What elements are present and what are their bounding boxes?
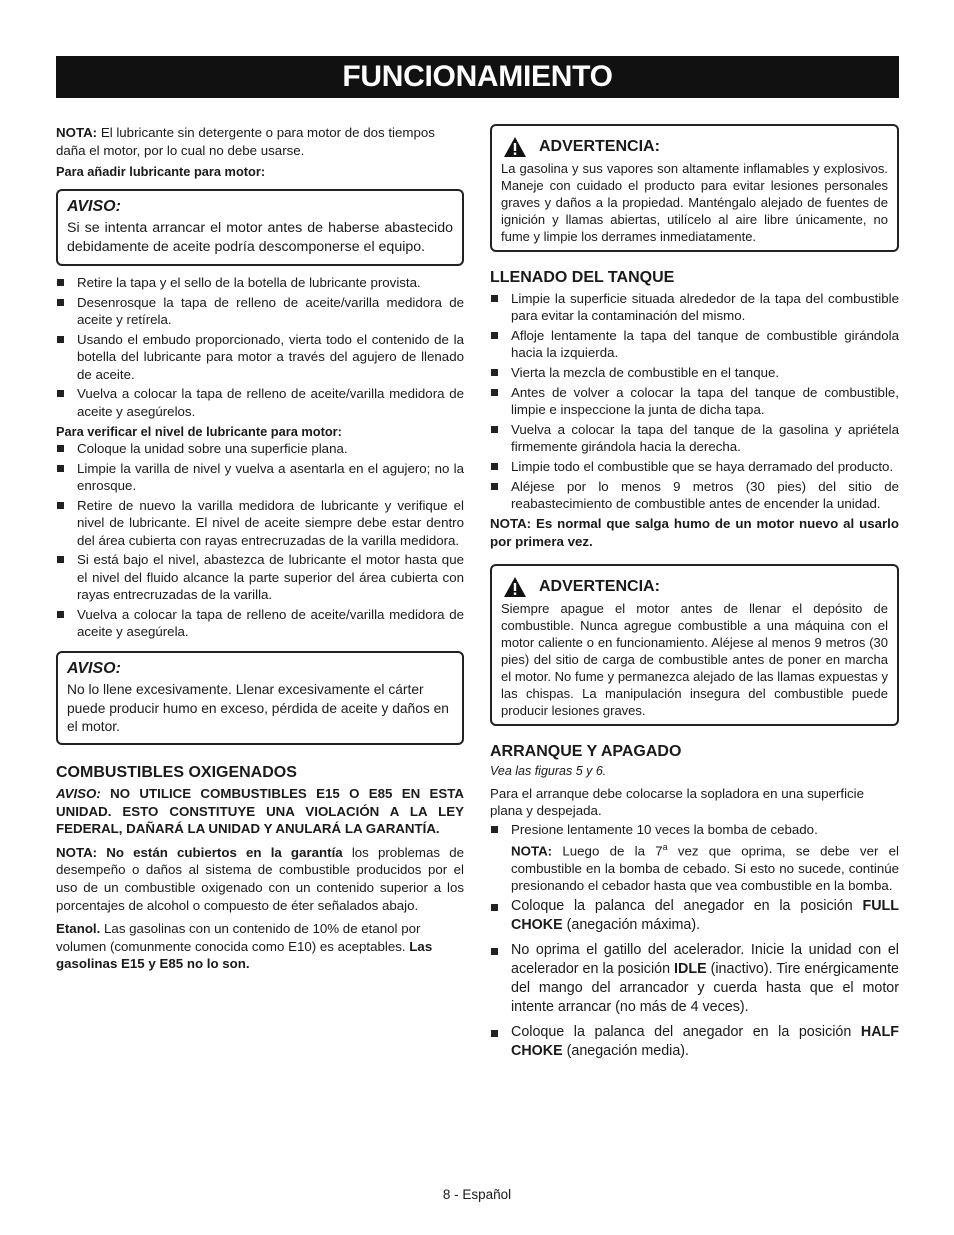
list-item: Vuelva a colocar la tapa de relleno de aceite/varilla medidora de aceite y asegúrelos. (56, 385, 464, 420)
list-item: Coloque la palanca del anegador en la posición HALF CHOKE (anegación media). (490, 1023, 899, 1061)
right-column (490, 124, 899, 1064)
list-item: Retire la tapa y el sello de la botella de lubricante provista. (56, 274, 464, 291)
etanol-paragraph: Etanol. Las gasolinas con un contenido de 10% de etanol por volumen (comunmente conocida como E10) es aceptables. Las gasolinas E15 y E85 no lo son. (56, 921, 433, 972)
list-item: Limpie todo el combustible que se haya derramado del producto. (490, 458, 899, 475)
list-item: Desenrosque la tapa de relleno de aceite/varilla medidora de aceite y retírela. (56, 294, 464, 329)
aviso-box-1 (56, 189, 464, 266)
warning-text: La gasolina y sus vapores son altamente inflamables y explosivos. Maneje con cuidado el producto para evitar lesiones personales graves y daños a la propiedad. Manténgalo alejado de fuentes de ignición y llamas abiertas, utilícelo al aire libre únicamente, no fume y limpie los derrames inmediatamente. (501, 161, 888, 244)
start-list (490, 821, 899, 1062)
oxygenated-aviso: AVISO: NO UTILICE COMBUSTIBLES E15 O E85 EN ESTA UNIDAD. ESTO CONSTITUYE UNA VIOLACIÓN A LA LEY FEDERAL, DAÑARÁ LA UNIDAD Y ANULARÁ LA GARANTÍA. (56, 785, 464, 837)
fill-tank-heading: LLENADO DEL TANQUE (490, 268, 675, 286)
list-item: Coloque la unidad sobre una superficie plana. (56, 440, 464, 457)
list-item: Usando el embudo proporcionado, vierta todo el contenido de la botella del lubricante para motor a través del agujero de llenado de aceite. (56, 331, 464, 383)
fill-tank-nota: NOTA: Es normal que salga humo de un motor nuevo al usarlo por primera vez. (490, 516, 899, 549)
add-oil-list (56, 274, 464, 420)
aviso-title: AVISO: (67, 198, 121, 216)
check-oil-heading: Para verificar el nivel de lubricante para motor: (56, 424, 342, 440)
start-stop-heading: ARRANQUE Y APAGADO (490, 742, 682, 760)
list-item: Retire de nuevo la varilla medidora de lubricante y verifique el nivel de lubricante. El nivel de aceite siempre debe estar dentro del área cubierta con rayas entrecruzadas de la varilla medidora. (56, 497, 464, 549)
list-item: Antes de volver a colocar la tapa del tanque de combustible, limpie e inspeccione la junta de dicha tapa. (490, 384, 899, 419)
list-item: Vierta la mezcla de combustible en el tanque. (490, 364, 899, 381)
aviso-text: Si se intenta arrancar el motor antes de haberse abastecido debidamente de aceite podría descomponerse el equipo. (67, 220, 453, 256)
oxygenated-heading: COMBUSTIBLES OXIGENADOS (56, 763, 297, 781)
figure-reference: Vea las figuras 5 y 6. (490, 763, 607, 778)
add-oil-heading: Para añadir lubricante para motor: (56, 164, 266, 180)
list-item: No oprima el gatillo del acelerador. Inicie la unidad con el acelerador en la posición IDLE (inactivo). Tire enérgicamente del mango del arrancador y cuerda hasta que el motor intente arrancar (no más de 4 veces). (490, 941, 899, 1017)
left-column (56, 124, 464, 973)
warning-box-1 (490, 124, 899, 252)
warning-heading: ADVERTENCIA: (501, 136, 888, 158)
list-item: Vuelva a colocar la tapa del tanque de la gasolina y apriétela firmemente girándola hacia la derecha. (490, 421, 899, 456)
list-item: Limpie la varilla de nivel y vuelva a asentarla en el agujero; no la enrosque. (56, 460, 464, 495)
page-footer: 8 - Español (442, 1187, 512, 1202)
list-item: Si está bajo el nivel, abastezca de lubricante el motor hasta que el nivel del fluido alcance la parte superior del área cubierta con rayas entrecruzadas de la varilla. (56, 551, 464, 603)
start-step1-nota: NOTA: Luego de la 7$^a$ vez que oprima, se debe ver el combustible en la bomba de cebado. Si esto no sucede, continúe presionando el cebador hasta que vea combustible en la bomba. (511, 842, 899, 894)
warning-heading: ADVERTENCIA: (501, 576, 888, 598)
list-item: Coloque la palanca del anegador en la posición FULL CHOKE (anegación máxima). (490, 897, 899, 935)
fill-tank-list (490, 290, 899, 513)
list-item: Vuelva a colocar la tapa de relleno de aceite/varilla medidora de aceite y asegúrela. (56, 606, 464, 641)
oxygenated-nota: NOTA: No están cubiertos en la garantía los problemas de desempeño o daños al sistema de combustible producidos por el uso de un combustible oxigenado con un contenido superior a los porcentajes de alcohol o compuesto de éter señalados abajo. (56, 844, 464, 913)
warning-box-2 (490, 564, 899, 725)
check-oil-list (56, 440, 464, 640)
list-item: Presione lentamente 10 veces la bomba de cebado. NOTA: Luego de la 7$^a$ vez que oprima, se debe ver el combustible en la bomba de cebado. Si esto no sucede, continúe presionando el cebador hasta que vea combustible en la bomba. (490, 821, 899, 895)
nota-oil: NOTA: El lubricante sin detergente o para motor de dos tiempos daña el motor, por lo cual no debe usarse. (56, 125, 435, 158)
aviso-title: AVISO: (67, 660, 121, 678)
list-item: Afloje lentamente la tapa del tanque de combustible girándola hacia la izquierda. (490, 327, 899, 362)
warning-triangle-icon (503, 136, 527, 158)
warning-text: Siempre apague el motor antes de llenar el depósito de combustible. Nunca agregue combustible a una máquina con el motor caliente o en funcionamiento. Aléjese al menos 9 metros (30 pies) del sitio de carga de combustible antes de poner en marcha el motor. No fume y permanezca alejado de las llamas expuestas y las chispas. La manipulación insegura del combustible puede producir lesiones graves. (501, 601, 888, 718)
start-intro: Para el arranque debe colocarse la sopladora en una superficie plana y despejada. (490, 785, 865, 819)
list-item: Aléjese por lo menos 9 metros (30 pies) del sitio de reabastecimiento de combustible antes de encender la unidad. (490, 478, 899, 513)
list-item: Limpie la superficie situada alrededor de la tapa del combustible para evitar la contaminación del mismo. (490, 290, 899, 325)
aviso-text: No lo llene excesivamente. Llenar excesivamente el cárter puede producir humo en exceso, pérdida de aceite y daños en el motor. (67, 682, 449, 734)
aviso-box-2 (56, 651, 464, 745)
warning-triangle-icon (503, 576, 527, 598)
page-title: FUNCIONAMIENTO (56, 56, 899, 98)
